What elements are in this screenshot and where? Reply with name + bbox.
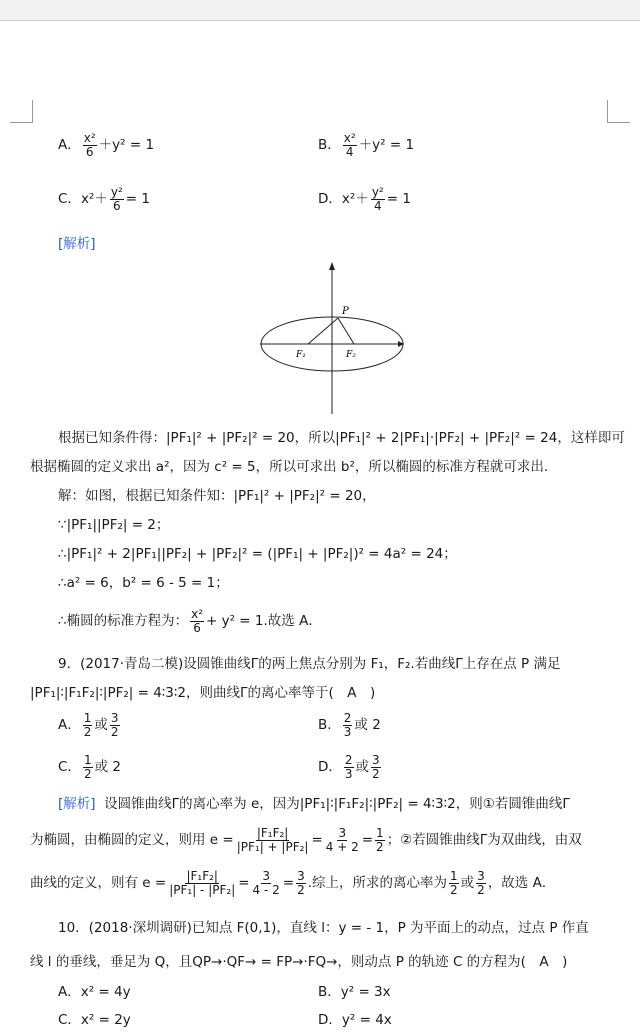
numerator: 3 xyxy=(262,869,270,883)
analysis-line-6: ∴a² = 6，b² = 6 - 5 = 1； xyxy=(58,575,229,591)
option-label: C． xyxy=(58,191,81,208)
or-text: 或 xyxy=(460,875,475,892)
q9-analysis-line-1 xyxy=(58,790,570,819)
numerator: |F₁F₂| xyxy=(186,869,218,883)
denominator: 2 xyxy=(450,882,458,897)
q9-option-a xyxy=(58,712,122,738)
analysis-line-4: ∵|PF₁||PF₂| = 2； xyxy=(58,517,170,533)
analysis-tag: [解析] xyxy=(58,236,96,252)
numerator: 3 xyxy=(297,869,305,883)
fraction xyxy=(236,827,310,853)
q9-option-b xyxy=(318,712,381,738)
y-axis-arrow xyxy=(329,262,335,270)
option-label: A． xyxy=(58,137,81,154)
numerator: x² xyxy=(343,131,356,145)
crop-mark-right xyxy=(607,100,630,123)
fraction xyxy=(168,870,236,896)
analysis-text: 设圆锥曲线Γ的离心率为 e，因为|PF₁|∶|F₁F₂|∶|PF₂| = 4∶3∶2，则①若圆锥曲线Γ xyxy=(104,796,570,812)
option-head: x²＋ xyxy=(80,191,108,208)
or-text: 或 2 xyxy=(94,759,121,776)
denominator: 6 xyxy=(193,620,201,635)
numerator: 3 xyxy=(477,869,485,883)
denominator: 2 xyxy=(376,839,384,854)
numerator: x² xyxy=(83,131,96,145)
denominator: 2 xyxy=(297,882,305,897)
fraction xyxy=(110,712,120,738)
denominator: 2 xyxy=(477,882,485,897)
analysis-text: .综上，所求的离心率为 xyxy=(307,875,448,892)
denominator: 3 xyxy=(343,724,352,739)
analysis-line-3: 解：如图，根据已知条件知：|PF₁|² + |PF₂|² = 20， xyxy=(58,488,376,504)
numerator: 3 xyxy=(372,753,380,767)
fraction xyxy=(252,870,281,896)
denominator: 4 - 2 xyxy=(252,882,280,897)
fraction xyxy=(375,827,385,853)
fraction xyxy=(343,132,357,158)
denominator: 2 xyxy=(372,766,380,781)
fraction xyxy=(190,608,204,634)
equals: = xyxy=(238,875,250,892)
option-tail: = 1 xyxy=(125,191,150,208)
fraction xyxy=(476,870,486,896)
q8-option-b xyxy=(318,132,414,158)
numerator: 3 xyxy=(338,826,347,840)
q9-option-d xyxy=(318,754,383,780)
or-text: 或 xyxy=(94,717,108,734)
ellipse-diagram xyxy=(254,260,410,416)
segment-pf1 xyxy=(308,318,338,344)
denominator: 3 xyxy=(344,766,353,781)
numerator: x² xyxy=(191,607,204,621)
q10-option-d: D．y² = 4x xyxy=(318,1012,392,1028)
fraction xyxy=(83,132,97,158)
numerator: y² xyxy=(110,185,123,199)
denominator: 6 xyxy=(112,198,121,213)
fraction xyxy=(449,870,459,896)
conclusion-head: ∴椭圆的标准方程为： xyxy=(58,613,189,630)
denominator: 4 + 2 xyxy=(325,839,359,854)
fraction xyxy=(343,712,353,738)
fraction xyxy=(371,186,385,212)
numerator: 1 xyxy=(83,711,92,725)
numerator: y² xyxy=(371,185,384,199)
segment-pf2 xyxy=(338,318,354,344)
denominator: 6 xyxy=(85,144,94,159)
fraction xyxy=(371,754,381,780)
analysis-line-1: 根据已知条件得：|PF₁|² + |PF₂|² = 20，所以|PF₁|² + 2|PF₁|·|PF₂| + |PF₂|² = 24，这样即可 xyxy=(58,430,625,446)
analysis-text: 为椭圆，由椭圆的定义，则用 e = xyxy=(30,832,234,849)
numerator: 1 xyxy=(376,826,384,840)
denominator: |PF₁| - |PF₂| xyxy=(169,882,236,897)
q10-option-c: C．x² = 2y xyxy=(58,1012,131,1028)
analysis-line-7 xyxy=(58,608,322,634)
fraction xyxy=(325,827,360,853)
option-label: D． xyxy=(318,759,342,776)
or-text: 或 2 xyxy=(354,717,381,734)
option-label: C． xyxy=(58,759,81,776)
crop-mark-left xyxy=(10,100,33,123)
option-tail: ＋y² = 1 xyxy=(358,137,415,154)
option-tail: ＋y² = 1 xyxy=(98,137,155,154)
numerator: 2 xyxy=(344,753,353,767)
equals: = xyxy=(361,832,374,849)
or-text: 或 xyxy=(355,759,370,776)
conclusion-tail: + y² = 1.故选 A． xyxy=(206,613,322,630)
q10-option-a: A．x² = 4y xyxy=(58,984,131,1000)
denominator: 4 xyxy=(373,198,382,213)
fraction xyxy=(296,870,306,896)
equals: = xyxy=(311,832,323,849)
option-tail: = 1 xyxy=(386,191,411,208)
analysis-text: ，故选 A． xyxy=(487,875,556,892)
option-label: A． xyxy=(58,717,81,734)
point-f1-label: F₁ xyxy=(296,350,306,360)
option-label: D． xyxy=(318,191,342,208)
equals: = xyxy=(282,875,295,892)
analysis-text: ；②若圆锥曲线Γ为双曲线，由双 xyxy=(386,832,582,849)
q8-option-d xyxy=(318,186,411,212)
denominator: 4 xyxy=(345,144,354,159)
option-label: B． xyxy=(318,717,341,734)
fraction xyxy=(110,186,124,212)
analysis-line-2: 根据椭圆的定义求出 a²，因为 c² = 5，所以可求出 b²，所以椭圆的标准方程就可求出． xyxy=(30,459,558,475)
point-f2-label: F₂ xyxy=(346,350,356,360)
numerator: 3 xyxy=(110,711,119,725)
analysis-text: 曲线的定义，则有 e = xyxy=(30,875,167,892)
q8-option-c xyxy=(58,186,150,212)
denominator: 2 xyxy=(83,766,92,781)
numerator: 1 xyxy=(83,753,92,767)
denominator: |PF₁| + |PF₂| xyxy=(236,839,309,854)
denominator: 2 xyxy=(110,724,119,739)
q9-option-c xyxy=(58,754,121,780)
fraction xyxy=(344,754,354,780)
fraction xyxy=(83,754,93,780)
option-label: B． xyxy=(318,137,341,154)
ellipse-figure xyxy=(254,260,410,420)
q9-stem-line-2: |PF₁|∶|F₁F₂|∶|PF₂| = 4∶3∶2，则曲线Γ的离心率等于( A ) xyxy=(30,685,376,701)
numerator: |F₁F₂| xyxy=(256,826,289,840)
q10-stem-line-1: 10．(2018·深圳调研)已知点 F(0,1)，直线 l：y = - 1，P 为平面上的动点，过点 P 作直 xyxy=(58,920,589,936)
fraction xyxy=(83,712,93,738)
analysis-tag: [解析] xyxy=(58,796,96,812)
point-p-label: P xyxy=(342,306,349,317)
analysis-line-5: ∴|PF₁|² + 2|PF₁||PF₂| + |PF₂|² = (|PF₁| + |PF₂|)² = 4a² = 24； xyxy=(58,546,457,562)
numerator: 2 xyxy=(343,711,352,725)
top-toolbar xyxy=(0,0,640,21)
option-head: x²＋ xyxy=(341,191,369,208)
q8-option-a xyxy=(58,132,154,158)
q9-analysis-line-2 xyxy=(30,827,582,853)
numerator: 1 xyxy=(450,869,458,883)
q10-stem-line-2: 线 l 的垂线，垂足为 Q，且QP→·QF→ = FP→·FQ→，则动点 P 的轨迹 C 的方程为( A ) xyxy=(30,954,568,970)
q9-analysis-line-3 xyxy=(30,870,555,896)
denominator: 2 xyxy=(83,724,92,739)
q9-stem-line-1: 9．(2017·青岛二模)设圆锥曲线Γ的两上焦点分别为 F₁，F₂.若曲线Γ上存在点 P 满足 xyxy=(58,656,561,672)
q10-option-b: B．y² = 3x xyxy=(318,984,391,1000)
